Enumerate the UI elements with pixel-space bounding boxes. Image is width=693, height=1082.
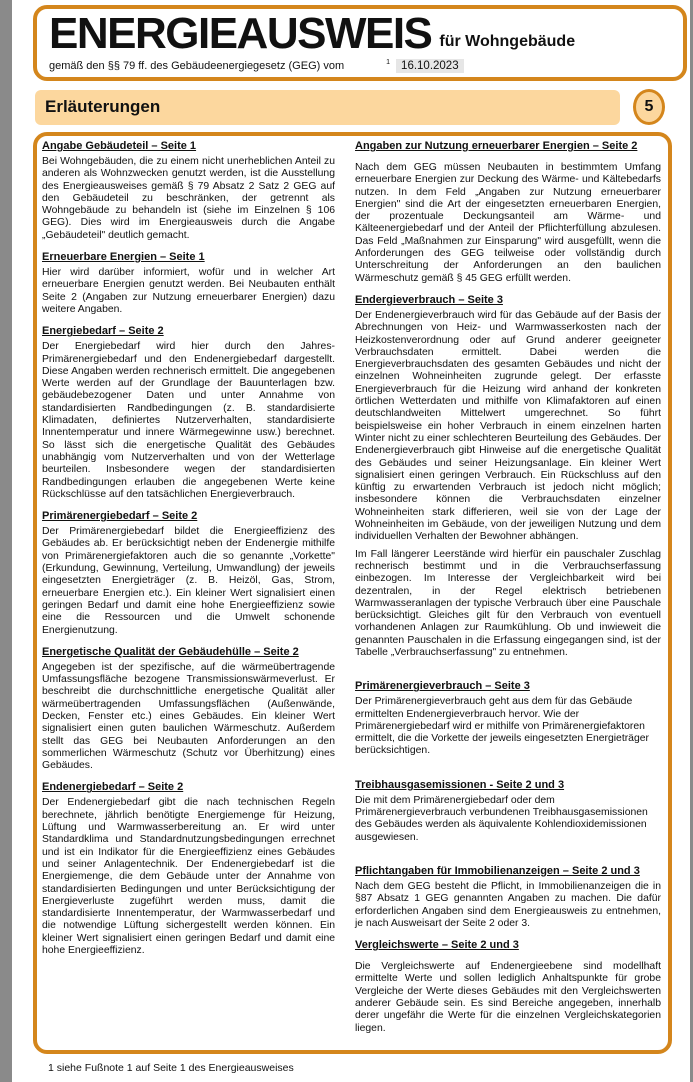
section-heading: Energiebedarf – Seite 2 xyxy=(42,325,164,338)
content-box xyxy=(33,132,672,1054)
document-subtitle: für Wohngebäude xyxy=(439,33,576,50)
section-text: Der Primärenergiebedarf bildet die Energieeffizienz des Gebäudes ab. Er berücksichtigt neben der Endenergie mithilfe von Primärenergiefaktoren auch die so genannte „Vorkette" (Erkundung, Gewinnung, Verteilung, Umwandlung) der jeweils eingesetzten Energieträger (z. B. Heizöl, Gas, Strom, erneuerbare Energien etc.). Ein kleiner Wert signalisiert einen geringen Bedarf und damit eine hohe Energieeffizienz sowie eine die Ressourcen und die Umwelt schonende Energienutzung. xyxy=(42,526,335,636)
right-column xyxy=(355,140,661,1044)
section-endenergieverbrauch xyxy=(355,294,661,664)
section-text: Nach dem GEG müssen Neubauten in bestimmtem Umfang erneuerbare Energien zur Deckung des Wärme- und Kältebedarfs nutzen. In dem Feld „Angaben zur Nutzung erneuerbarer Energien" sind die Art der eingesetzten erneuerbaren Energien, der prozentuale Deckungsanteil am Wärme- und Kälteenergiebedarf und der Anteil der Pflichterfüllung abzulesen. Das Feld „Maßnahmen zur Einsparung" wird ausgefüllt, wenn die Anforderungen des GEG teilweise oder vollständig durch Unterschreitung der Anforderungen an den baulichen Wärmeschutz gemäß § 45 GEG erfüllt werden. xyxy=(355,162,661,284)
section-primaerenergiebedarf xyxy=(42,510,335,642)
section-heading: Angaben zur Nutzung erneuerbarer Energien – Seite 2 xyxy=(355,140,638,152)
section-heading: Pflichtangaben für Immobilienanzeigen – Seite 2 und 3 xyxy=(355,864,640,877)
section-endenergiebedarf xyxy=(42,781,335,962)
header-box xyxy=(33,5,687,81)
law-reference: gemäß den §§ 79 ff. des Gebäudeenergiegesetz (GEG) vom xyxy=(49,60,345,72)
section-pflichtangaben xyxy=(355,865,661,935)
section-heading: Angabe Gebäudeteil – Seite 1 xyxy=(42,140,197,152)
section-text: Der Primärenergieverbrauch geht aus dem für das Gebäude ermittelten Endenergieverbrauch hervor. Wie der Primärenergiebedarf wird er mithilfe von Primärenergiefaktoren ermittelt, die die Vorkette der jeweils eingesetzten Energieträger berücksichtigen. xyxy=(355,696,649,757)
section-treibhausgasemissionen xyxy=(355,779,661,849)
section-primaerenergieverbrauch xyxy=(355,680,661,762)
section-heading: Treibhausgasemissionen - Seite 2 und 3 xyxy=(355,778,565,791)
document-title: ENERGIEAUSWEIS xyxy=(49,9,432,58)
section-heading: Endergieverbrauch – Seite 3 xyxy=(355,293,503,306)
section-erneuerbare-energien xyxy=(42,251,335,321)
section-heading: Erneuerbare Energien – Seite 1 xyxy=(42,251,205,264)
page-number-badge: 5 xyxy=(633,89,665,125)
section-text: Bei Wohngebäuden, die zu einem nicht unerheblichen Anteil zu anderen als Wohnzwecken genutzt werden, ist die Ausstellung des Energieausweises gemäß § 79 Absatz 2 Satz 2 GEG auf den Gebäudeteil zu beschränken, der getrennt als Wohngebäude zu behandeln ist (siehe im Einzelnen § 106 GEG). Dies wird im Energieausweis durch die Angabe „Gebäudeteil" deutlich gemacht. xyxy=(42,156,335,241)
section-text: Angegeben ist der spezifische, auf die wärmeübertragende Umfassungsfläche bezogene Transmissionswärmeverlust. Er beschreibt die durchschnittliche energetische Qualität aller wärmeübertragenden Umfassungsflächen (Außenwände, Decken, Fenster etc.) eines Gebäudes. Ein kleiner Wert signalisiert einen guten baulichen Wärmeschutz. Außerdem stellt das GEG bei Neubauten Anforderungen an den sommerlichen Wärmeschutz (Schutz vor Überhitzung) eines Gebäudes. xyxy=(42,661,335,772)
footnote: 1 siehe Fußnote 1 auf Seite 1 des Energieausweises xyxy=(48,1061,294,1074)
section-text: Die Vergleichswerte auf Endenergieebene sind modellhaft ermittelte Werte und sollen lediglich Anhaltspunkte für grobe Vergleiche der Werte dieses Gebäudes mit den Vergleichswerten anderer Gebäude sein. Es sind Bereiche angegeben, innerhalb derer ungefähr die Werte für die einzelnen Vergleichskategorien liegen. xyxy=(355,961,661,1034)
section-heading: Primärenergieverbrauch – Seite 3 xyxy=(355,680,530,693)
footnote-mark: 1 xyxy=(386,59,391,66)
document-page xyxy=(12,0,690,1082)
left-column xyxy=(42,140,335,1044)
section-text: Der Endenergiebedarf gibt die nach technischen Regeln berechnete, jährlich benötigte Energiemenge für Heizung, Lüftung und Warmwasserbereitung an. Er wird unter Standardklima und Standardnutzungsbedingungen errechnet und ist ein Indikator für die Energieeffizienz eines Gebäudes und seiner Anlagentechnik. Der Endenergiebedarf ist die Energiemenge, die dem Gebäude unter der Annahme von standardisierten Bedingungen und unter Berücksichtigung der Energieverluste zugeführt werden muss, damit die standardisierte Innentemperatur, der Warmwasserbedarf und die notwendige Lüftung sichergestellt werden können. Ein kleiner Wert signalisiert einen geringen Bedarf und damit eine hohe Energieeffizienz. xyxy=(42,797,335,957)
section-gebaeudeteil xyxy=(42,140,335,247)
section-band xyxy=(35,90,620,125)
section-heading: Vergleichswerte – Seite 2 und 3 xyxy=(355,939,519,952)
section-gebaeudehuelle xyxy=(42,646,335,778)
section-heading: Primärenergiebedarf – Seite 2 xyxy=(42,510,198,523)
section-text: Im Fall längerer Leerstände wird hierfür ein pauschaler Zuschlag rechnerisch bestimmt und in die Verbrauchserfassung einbezogen. Im Interesse der Vergleichbarkeit wird bei dezentralen, in der Regel elektrisch betriebenen Warmwasseranlagen der typische Verbrauch über eine Pauschale berücksichtigt. Gleiches gilt für den Verbrauch von eventuell vorhandenen Anlagen zur Raumkühlung. Ob und inwieweit die genannten Pauschalen in die Erfassung eingegangen sind, ist der Tabelle „Verbrauchserfassung" zu entnehmen. xyxy=(355,548,661,658)
section-text: Der Endenergieverbrauch wird für das Gebäude auf der Basis der Abrechnungen von Heiz- und Warmwasserkosten nach der Heizkostenverordnung oder auf Grund anderer geeigneter Verbrauchsdaten ermittelt. Dabei werden die Energieverbrauchsdaten des gesamten Gebäudes und nicht der einzelnen Wohneinheiten zugrunde gelegt. Der erfasste Energieverbrauch für die Heizung wird anhand der konkreten örtlichen Wetterdaten und mithilfe von Klimafaktoren auf einen deutschlandweiten Mittelwert umgerechnet. So führt beispielsweise ein hoher Verbrauch in einem einzelnen harten Winter nicht zu einer schlechteren Beurteilung des Gebäudes. Der Endenergieverbrauch gibt Hinweise auf die energetische Qualität des Gebäudes und seiner Heizungsanlage. Ein kleiner Wert signalisiert einen geringen Verbrauch. Ein Rückschluss auf den künftig zu erwartenden Verbrauch ist jedoch nicht möglich; insbesondere können die Verbrauchsdaten einzelner Wohneinheiten stark differieren, weil sie von der Lage der Wohneinheiten im Gebäude, von der jeweiligen Nutzung und dem individuellen Verhalten der Bewohner abhängen. xyxy=(355,309,661,543)
section-title: Erläuterungen xyxy=(45,97,161,116)
section-text: Hier wird darüber informiert, wofür und in welcher Art erneuerbare Energien genutzt werden. Bei Neubauten enthält Seite 2 (Angaben zur Nutzung erneuerbarer Energien) dazu weitere Angaben. xyxy=(42,267,335,315)
section-nutzung-erneuerbarer-energien xyxy=(355,140,661,290)
section-vergleichswerte xyxy=(355,939,661,1040)
section-text: Die mit dem Primärenergiebedarf oder dem Primärenergieverbrauch verbundenen Treibhausgasemissionen des Gebäudes werden als äquivalente Kohlendioxidemissionen ausgewiesen. xyxy=(355,794,648,843)
section-heading: Endenergiebedarf – Seite 2 xyxy=(42,781,184,794)
law-date-field: 16.10.2023 xyxy=(396,59,464,73)
section-text: Nach dem GEG besteht die Pflicht, in Immobilienanzeigen die in §87 Absatz 1 GEG genannten Angaben zu machen. Die dafür erforderlichen Angaben sind dem Energieausweis zu entnehmen, je nach Ausweisart der Seite 2 oder 3. xyxy=(355,880,661,929)
section-energiebedarf xyxy=(42,325,335,506)
section-heading: Energetische Qualität der Gebäudehülle – Seite 2 xyxy=(42,645,299,658)
section-text: Der Energiebedarf wird hier durch den Jahres-Primärenergiebedarf und den Endenergiebedarf dargestellt. Diese Angaben werden rechnerisch ermittelt. Die angegebenen Werte werden auf der Grundlage der Bauunterlagen bzw. gebäudebezogener Daten und unter Annahme von standardisierten Randbedingungen (z. B. standardisierte Klimadaten, definiertes Nutzerverhalten, standardisierte Innentemperatur und innere Wärmegewinne usw.) berechnet. So lässt sich die energetische Qualität des Gebäudes unabhängig vom Nutzerverhalten und von der Wetterlage beurteilen. Insbesondere wegen der standardisierten Randbedingungen erlauben die angegebenen Werte keine Rückschlüsse auf den tatsächlichen Energieverbrauch. xyxy=(42,341,335,500)
